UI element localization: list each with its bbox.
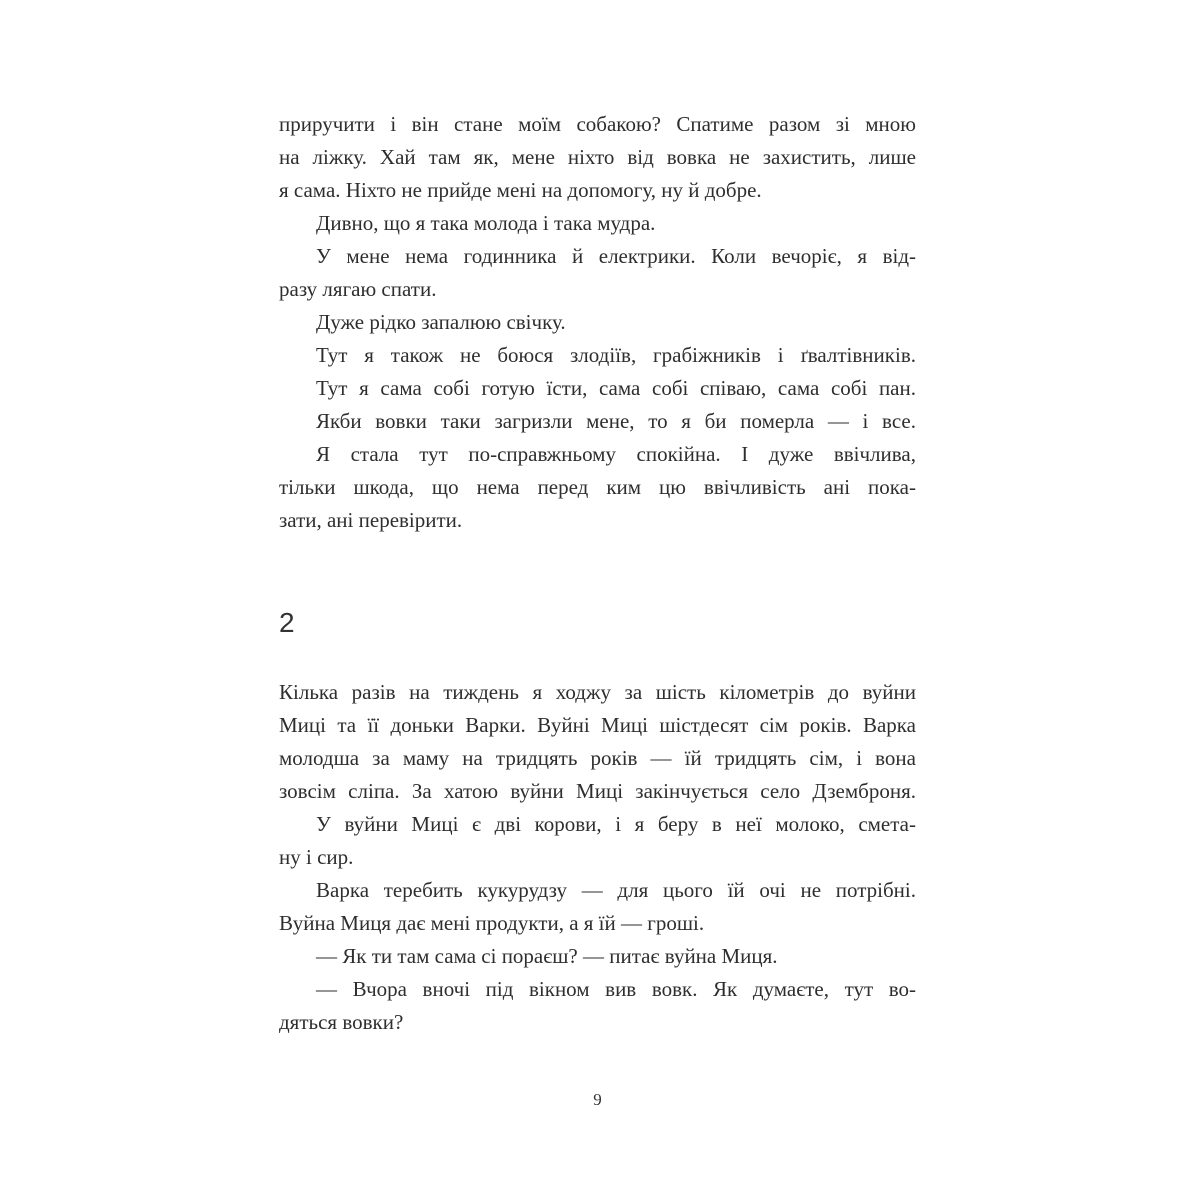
text-line: У вуйни Миці є дві корови, і я беру в неї молоко, смета- [316,812,916,836]
paragraph [279,405,916,438]
text-line: я сама. Ніхто не прийде мені на допомогу, ну й добре. [279,178,762,202]
text-line: ну і сир. [279,845,354,869]
text-line: приручити і він стане моїм собакою? Спатиме разом зі мною [279,112,916,136]
text-line: Варка теребить кукурудзу — для цього їй очі не потрібні. [316,878,916,902]
paragraph [279,438,916,537]
text-line: зовсім сліпа. За хатою вуйни Миці закінчується село Дземброня. [279,779,916,803]
text-line: дяться вовки? [279,1010,404,1034]
text-line: зати, ані перевірити. [279,508,463,532]
text-line: — Вчора вночі під вікном вив вовк. Як думаєте, тут во- [316,977,916,1001]
text-line: У мене нема годинника й електрики. Коли вечоріє, я від- [316,244,916,268]
paragraph [279,676,916,808]
paragraph [279,240,916,306]
text-line: Миці та її доньки Варки. Вуйні Миці шістдесят сім років. Варка [279,713,916,737]
text-column [279,108,916,1039]
paragraph [279,808,916,874]
text-line: Вуйна Миця дає мені продукти, а я їй — гроші. [279,911,705,935]
paragraph [279,940,916,973]
paragraph [279,108,916,207]
text-line: Кілька разів на тиждень я ходжу за шість кілометрів до вуйни [279,680,916,704]
paragraph [279,306,916,339]
text-line: Тут я також не боюся злодіїв, грабіжників і ґвалтівників. [316,343,916,367]
text-line: — Як ти там сама сі пораєш? — питає вуйна Миця. [316,944,778,968]
paragraph [279,372,916,405]
paragraph [279,973,916,1039]
text-line: молодша за маму на тридцять років — їй тридцять сім, і вона [279,746,916,770]
page-number: 9 [593,1090,602,1109]
paragraph [279,207,916,240]
text-line: на ліжку. Хай там як, мене ніхто від вовка не захистить, лише [279,145,916,169]
paragraph [279,874,916,940]
text-line: разу лягаю спати. [279,277,437,301]
text-line: Якби вовки таки загризли мене, то я би померла — і все. [316,409,916,433]
section-heading: 2 [279,607,295,638]
text-line: Я стала тут по-справжньому спокійна. І дуже ввічлива, [316,442,916,466]
text-line: Тут я сама собі готую їсти, сама собі співаю, сама собі пан. [316,376,916,400]
text-line: Дивно, що я така молода і така мудра. [316,211,656,235]
text-line: Дуже рідко запалюю свічку. [316,310,566,334]
text-line: тільки шкода, що нема перед ким цю ввічливість ані пока- [279,475,916,499]
paragraph [279,339,916,372]
